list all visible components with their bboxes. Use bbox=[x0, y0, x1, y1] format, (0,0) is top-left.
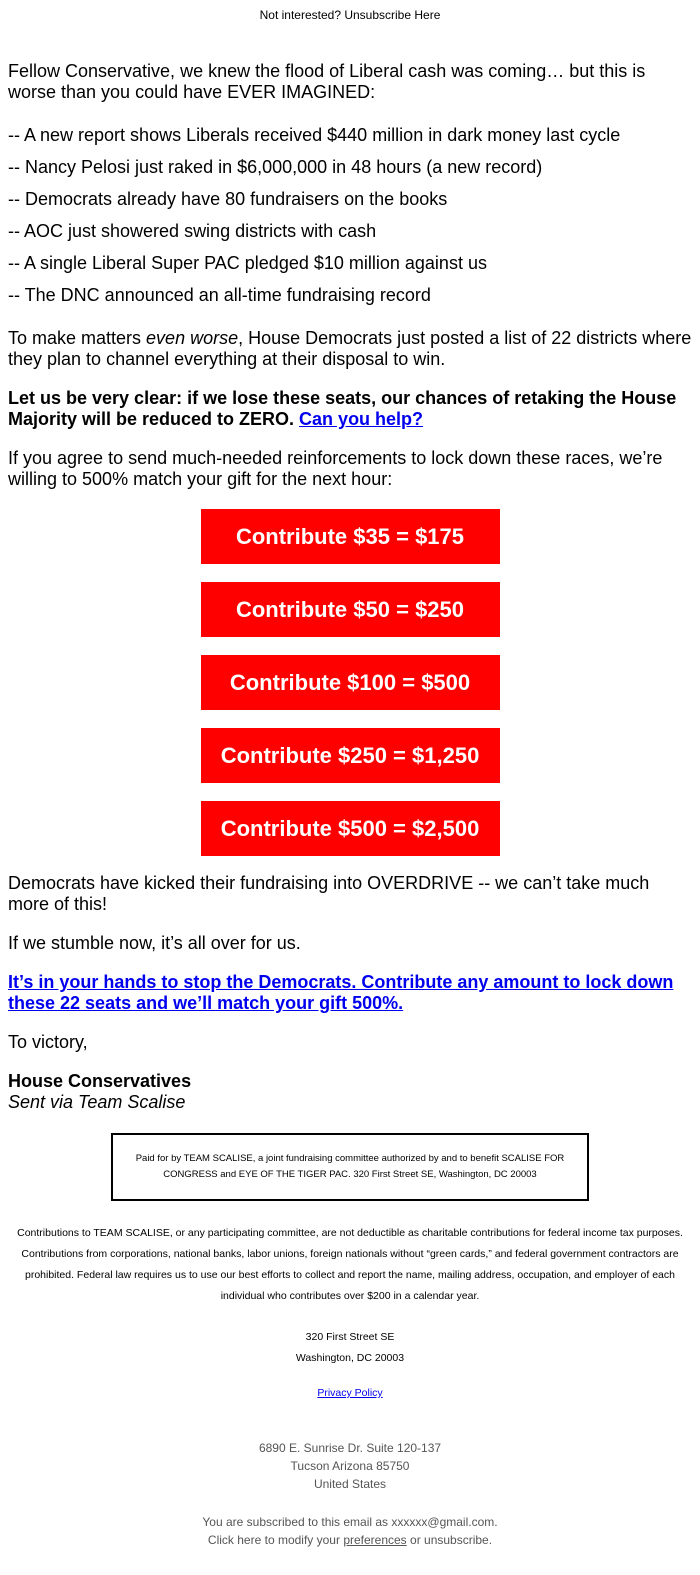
signature-org: House Conservatives bbox=[8, 1071, 192, 1091]
signature bbox=[8, 1071, 692, 1113]
contribute-buttons bbox=[8, 509, 692, 856]
subscription-notice bbox=[0, 1513, 700, 1549]
contribute-35-button[interactable]: Contribute $35 = $175 bbox=[201, 509, 500, 564]
bullet-item: -- Nancy Pelosi just raked in $6,000,000 in 48 hours (a new record) bbox=[8, 157, 543, 177]
address-line: 320 First Street SE bbox=[305, 1331, 395, 1343]
sender-address-line: 6890 E. Sunrise Dr. Suite 120-137 bbox=[258, 1441, 442, 1455]
clear-paragraph bbox=[8, 388, 692, 430]
worse-paragraph bbox=[8, 328, 692, 370]
sender-address-line: United States bbox=[313, 1477, 387, 1491]
address-line: Washington, DC 20003 bbox=[295, 1352, 405, 1364]
modify-preferences-line bbox=[0, 1531, 700, 1549]
agree-paragraph: If you agree to send much-needed reinforcements to lock down these races, we’re willing to 500% match your gift for the next hour: bbox=[8, 448, 663, 489]
intro-paragraph: Fellow Conservative, we knew the flood of Liberal cash was coming… but this is worse than you could have EVER IMAGINED: bbox=[8, 61, 646, 102]
contribute-250-button[interactable]: Contribute $250 = $1,250 bbox=[201, 728, 500, 783]
stumble-paragraph: If we stumble now, it’s all over for us. bbox=[8, 933, 301, 953]
bullet-item: -- Democrats already have 80 fundraisers on the books bbox=[8, 189, 448, 209]
can-you-help-link[interactable]: Can you help? bbox=[299, 409, 424, 429]
clear-text: Let us be very clear: if we lose these seats, our chances of retaking the House Majority will be reduced to ZERO. bbox=[8, 388, 677, 429]
paid-for-disclaimer-box: Paid for by TEAM SCALISE, a joint fundraising committee authorized by and to benefit SCALISE FOR CONGRESS and EYE OF THE TIGER PAC. 320 First Street SE, Washington, DC 20003 bbox=[111, 1133, 589, 1201]
contribute-500-button[interactable]: Contribute $500 = $2,500 bbox=[201, 801, 500, 856]
bullet-item: -- A new report shows Liberals received $440 million in dark money last cycle bbox=[8, 125, 621, 145]
subscribed-as-text: You are subscribed to this email as xxxxxx@gmail.com. bbox=[202, 1515, 498, 1529]
committee-address bbox=[0, 1327, 700, 1369]
contribute-any-amount-link[interactable]: It’s in your hands to stop the Democrats. Contribute any amount to lock down these 22 seats and we’ll match your gift 500%. bbox=[8, 972, 674, 1013]
sender-address-line: Tucson Arizona 85750 bbox=[290, 1459, 410, 1473]
bullet-item: -- A single Liberal Super PAC pledged $10 million against us bbox=[8, 253, 487, 273]
worse-emphasis: even worse bbox=[146, 328, 239, 348]
signature-via: Sent via Team Scalise bbox=[8, 1092, 186, 1112]
sender-address bbox=[0, 1439, 700, 1493]
worse-text-before: To make matters bbox=[8, 328, 147, 348]
overdrive-paragraph: Democrats have kicked their fundraising into OVERDRIVE -- we can’t take much more of this! bbox=[8, 873, 650, 914]
bullet-item: -- AOC just showered swing districts with cash bbox=[8, 221, 377, 241]
contribute-50-button[interactable]: Contribute $50 = $250 bbox=[201, 582, 500, 637]
cta-paragraph bbox=[8, 972, 692, 1014]
preferences-link[interactable]: preferences bbox=[343, 1533, 407, 1547]
contribution-disclaimer: Contributions to TEAM SCALISE, or any participating committee, are not deductible as charitable contributions for federal income tax purposes. Contributions from corporations, national banks, labor unions, foreign nationals without “green cards,” and federal government contractors are prohibited. Federal law requires us to use our best efforts to collect and report the name, mailing address, occupation, and employer of each individual who contributes over $200 in a calendar year. bbox=[17, 1227, 683, 1302]
worse-text-after: , House Democrats just posted a list of 22 districts where they plan to channel everything at their disposal to win. bbox=[8, 328, 692, 369]
modify-text-before: Click here to modify your bbox=[207, 1533, 344, 1547]
modify-text-after: or unsubscribe. bbox=[406, 1533, 493, 1547]
privacy-policy-link[interactable]: Privacy Policy bbox=[317, 1387, 383, 1399]
unsubscribe-link[interactable]: Not interested? Unsubscribe Here bbox=[259, 8, 441, 22]
email-body bbox=[0, 61, 700, 1113]
privacy-policy bbox=[0, 1387, 700, 1399]
bullet-list bbox=[8, 125, 692, 306]
bullet-item: -- The DNC announced an all-time fundraising record bbox=[8, 285, 431, 305]
contribute-100-button[interactable]: Contribute $100 = $500 bbox=[201, 655, 500, 710]
closing-line: To victory, bbox=[8, 1032, 88, 1052]
